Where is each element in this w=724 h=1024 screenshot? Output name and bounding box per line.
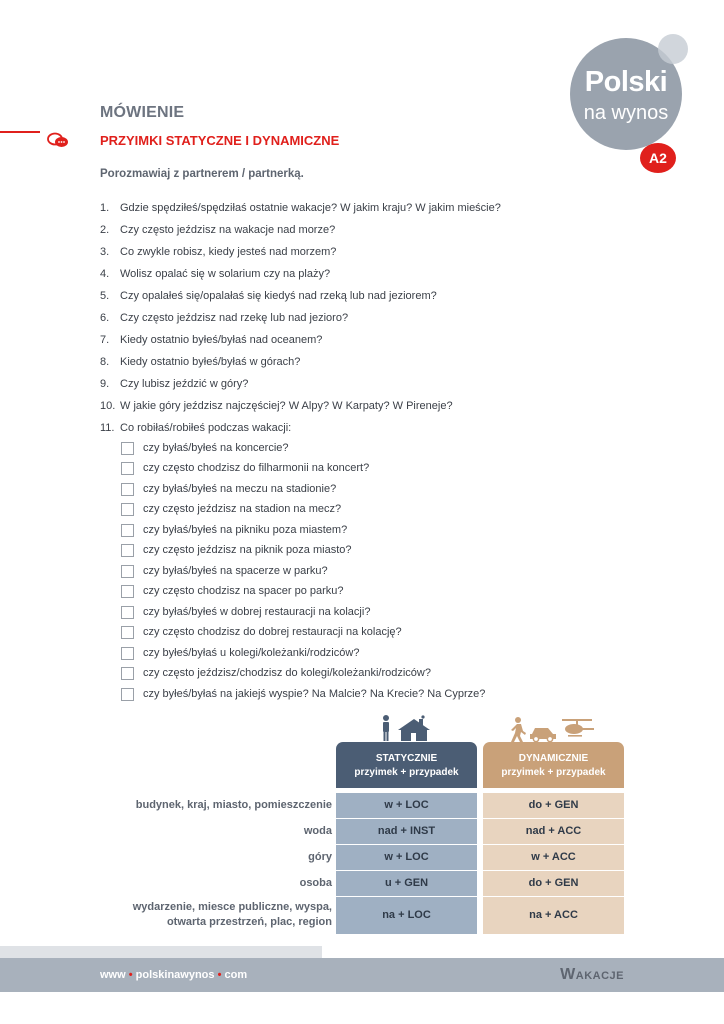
option-text: czy często chodzisz do filharmonii na koncert? xyxy=(143,462,370,474)
row-label: osoba xyxy=(299,877,332,889)
section-title: MÓWIENIE xyxy=(100,104,185,121)
option-text: czy byłeś/byłaś na jakiejś wyspie? Na Malcie? Na Krecie? Na Cyprze? xyxy=(143,688,486,700)
static-header xyxy=(336,742,477,788)
site-prefix: www xyxy=(100,969,126,981)
row-label: otwarta przestrzeń, plac, region xyxy=(166,916,332,928)
question-number: 1. xyxy=(100,202,110,214)
topic-title: PRZYIMKI STATYCZNE I DYNAMICZNE xyxy=(100,133,340,148)
option-text: czy byłaś/byłeś w dobrej restauracji na kolacji? xyxy=(143,606,371,618)
dynamic-cell: w + ACC xyxy=(483,845,624,870)
option-checkbox[interactable] xyxy=(121,667,134,680)
question-item xyxy=(100,268,330,280)
static-cell: u + GEN xyxy=(336,871,477,896)
option-checkbox[interactable] xyxy=(121,442,134,455)
option-text: czy często jeździsz na stadion na mecz? xyxy=(143,503,342,515)
question-text: Czy często jeździsz na wakacje nad morze? xyxy=(120,224,336,236)
option-checkbox[interactable] xyxy=(121,585,134,598)
logo-ring xyxy=(658,34,688,64)
option-text: czy byłaś/byłeś na pikniku poza miastem? xyxy=(143,524,348,536)
dynamic-header-title: DYNAMICZNIE xyxy=(518,753,589,764)
option-checkbox[interactable] xyxy=(121,565,134,578)
question-text: Co robiłaś/robiłeś podczas wakacji: xyxy=(120,422,292,434)
footer-title: Wakacje xyxy=(560,966,624,983)
question-text: Kiedy ostatnio byłeś/byłaś nad oceanem? xyxy=(120,334,323,346)
dynamic-header-sub: przyimek + przypadek xyxy=(501,767,606,778)
row-label: góry xyxy=(308,851,332,863)
website-link[interactable] xyxy=(100,969,247,981)
question-number: 9. xyxy=(100,378,110,390)
level-badge: A2 xyxy=(640,143,676,173)
question-text: Czy opalałeś się/opalałaś się kiedyś nad rzeką lub nad jeziorem? xyxy=(120,290,437,302)
option-text: czy byłaś/byłeś na koncercie? xyxy=(143,442,289,454)
footer-accent xyxy=(0,946,322,958)
dynamic-cell: do + GEN xyxy=(483,793,624,818)
option-checkbox[interactable] xyxy=(121,544,134,557)
walking-car-helicopter-icon xyxy=(510,716,596,742)
static-header-sub: przyimek + przypadek xyxy=(354,767,459,778)
dynamic-header xyxy=(483,742,624,788)
instruction: Porozmawiaj z partnerem / partnerką. xyxy=(100,168,304,180)
option-checkbox[interactable] xyxy=(121,647,134,660)
logo xyxy=(570,38,682,150)
question-number: 7. xyxy=(100,334,110,346)
dot-separator: • xyxy=(217,969,222,981)
row-label: woda xyxy=(303,825,332,837)
dynamic-cell: na + ACC xyxy=(483,897,624,934)
dynamic-cell: nad + ACC xyxy=(483,819,624,844)
static-header-title: STATYCZNIE xyxy=(375,753,438,764)
question-number: 4. xyxy=(100,268,110,280)
question-number: 3. xyxy=(100,246,110,258)
question-text: W jakie góry jeździsz najczęściej? W Alpy? W Karpaty? W Pireneje? xyxy=(120,400,453,412)
question-number: 10. xyxy=(100,400,116,412)
question-item xyxy=(100,356,300,368)
question-text: Co zwykle robisz, kiedy jesteś nad morzem? xyxy=(120,246,337,258)
option-checkbox[interactable] xyxy=(121,483,134,496)
question-text: Kiedy ostatnio byłeś/byłaś w górach? xyxy=(120,356,301,368)
logo-line1: Polski xyxy=(584,66,668,98)
option-text: czy często chodzisz do dobrej restauracji na kolację? xyxy=(143,626,402,638)
row-label: budynek, kraj, miasto, pomieszczenie xyxy=(135,799,332,811)
logo-line2: na wynos xyxy=(583,102,669,124)
static-cell: nad + INST xyxy=(336,819,477,844)
option-checkbox[interactable] xyxy=(121,606,134,619)
row-label: wydarzenie, miesce publiczne, wyspa, xyxy=(132,901,332,913)
question-item xyxy=(100,202,501,214)
option-text: czy byłeś/byłaś u kolegi/koleżanki/rodziców? xyxy=(143,647,360,659)
question-item xyxy=(100,334,322,346)
static-cell: w + LOC xyxy=(336,845,477,870)
question-item xyxy=(100,422,291,434)
dot-separator: • xyxy=(128,969,133,981)
static-cell: na + LOC xyxy=(336,897,477,934)
option-text: czy często chodzisz na spacer po parku? xyxy=(143,585,344,597)
question-text: Gdzie spędziłeś/spędziłaś ostatnie wakacje? W jakim kraju? W jakim mieście? xyxy=(120,202,501,214)
question-item xyxy=(100,246,336,258)
question-item xyxy=(100,224,335,236)
question-number: 2. xyxy=(100,224,110,236)
option-checkbox[interactable] xyxy=(121,462,134,475)
question-number: 5. xyxy=(100,290,110,302)
question-text: Czy lubisz jeździć w góry? xyxy=(120,378,249,390)
site-domain: polskinawynos xyxy=(135,969,215,981)
question-item xyxy=(100,312,348,324)
static-cell: w + LOC xyxy=(336,793,477,818)
question-number: 11. xyxy=(100,422,115,434)
question-item xyxy=(100,290,437,302)
chat-bubbles-icon xyxy=(47,132,69,150)
person-house-icon xyxy=(378,714,432,742)
question-text: Czy często jeździsz nad rzekę lub nad jezioro? xyxy=(120,312,349,324)
question-item xyxy=(100,378,248,390)
question-text: Wolisz opalać się w solarium czy na plaży? xyxy=(120,268,331,280)
option-checkbox[interactable] xyxy=(121,503,134,516)
option-text: czy byłaś/byłeś na spacerze w parku? xyxy=(143,565,328,577)
option-checkbox[interactable] xyxy=(121,626,134,639)
question-item xyxy=(100,400,453,412)
option-text: czy często jeździsz/chodzisz do kolegi/koleżanki/rodziców? xyxy=(143,667,431,679)
option-text: czy często jeździsz na piknik poza miasto? xyxy=(143,544,352,556)
question-number: 6. xyxy=(100,312,110,324)
option-checkbox[interactable] xyxy=(121,688,134,701)
question-number: 8. xyxy=(100,356,110,368)
site-tld: com xyxy=(224,969,248,981)
option-text: czy byłaś/byłeś na meczu na stadionie? xyxy=(143,483,337,495)
topic-rule-left xyxy=(0,131,40,133)
option-checkbox[interactable] xyxy=(121,524,134,537)
dynamic-cell: do + GEN xyxy=(483,871,624,896)
